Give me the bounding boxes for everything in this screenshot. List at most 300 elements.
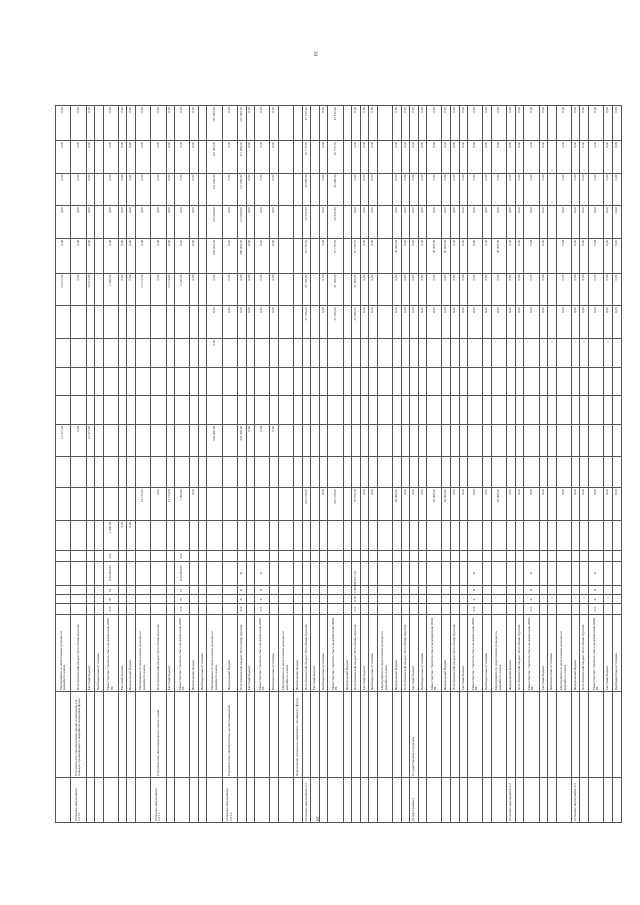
table-cell xyxy=(311,206,320,239)
table-cell xyxy=(86,367,95,396)
table-cell xyxy=(56,604,71,614)
table-cell xyxy=(556,520,571,551)
table-cell xyxy=(580,604,589,614)
table-cell xyxy=(468,396,483,425)
table-cell xyxy=(319,586,328,595)
table-cell xyxy=(278,561,293,586)
table-cell xyxy=(222,424,237,457)
table-cell xyxy=(369,338,378,367)
table-cell xyxy=(302,595,311,604)
table-cell: 0,00 xyxy=(507,173,516,206)
table-cell: 432 000,00 xyxy=(237,424,246,457)
table-cell xyxy=(418,595,427,604)
table-cell: Министерство строительства и модернизации ЖКК РБ xyxy=(468,614,483,692)
table-cell xyxy=(459,367,468,396)
table-cell xyxy=(270,551,279,561)
table-cell: Внебюджетные источники xyxy=(319,614,328,692)
table-cell: Переселение граждан из аварийного жилищного фонда xyxy=(294,692,303,778)
table-cell xyxy=(207,778,222,823)
table-cell: 682 000,00 xyxy=(207,424,222,457)
table-cell: 0,00 xyxy=(604,206,613,239)
table-cell: 0,00 xyxy=(166,238,175,273)
table-cell xyxy=(175,692,190,778)
table-cell: 30 000,00 xyxy=(491,238,506,273)
table-cell xyxy=(604,424,613,457)
table-cell: 0,00 xyxy=(352,173,361,206)
table-cell xyxy=(401,551,410,561)
table-cell: 0,00 xyxy=(393,206,402,239)
table-cell xyxy=(151,424,166,457)
table-cell: X xyxy=(237,586,246,595)
table-cell xyxy=(451,561,460,586)
table-cell: 616 xyxy=(103,604,118,614)
table-cell: 0,00 xyxy=(451,488,460,521)
table-cell: 1 000,00 xyxy=(175,488,190,521)
table-cell xyxy=(190,396,199,425)
table-cell xyxy=(319,561,328,586)
table-cell xyxy=(571,586,580,595)
table-cell xyxy=(539,778,548,823)
table-cell xyxy=(604,396,613,425)
table-cell: 0,00 xyxy=(166,106,175,141)
table-cell: 0,00 xyxy=(246,238,255,273)
table-cell xyxy=(118,396,127,425)
table-cell xyxy=(427,595,442,604)
table-cell xyxy=(451,367,460,396)
table-cell: 0,00 xyxy=(222,206,237,239)
table-cell xyxy=(237,551,246,561)
table-cell xyxy=(127,586,136,595)
table-cell xyxy=(328,561,343,586)
table-cell xyxy=(56,561,71,586)
table-cell xyxy=(328,551,343,561)
table-cell xyxy=(612,595,621,604)
table-cell: 0,00 xyxy=(571,488,580,521)
table-cell: 0,00 xyxy=(589,206,604,239)
table-cell xyxy=(166,457,175,488)
table-cell xyxy=(86,457,95,488)
table-cell xyxy=(401,595,410,604)
table-cell xyxy=(198,338,207,367)
table-cell: 0,00 xyxy=(580,106,589,141)
table-cell xyxy=(548,488,557,521)
table-cell xyxy=(515,551,524,561)
budget-table xyxy=(55,105,622,823)
table-cell: 616 xyxy=(589,604,604,614)
table-cell: 0,00 xyxy=(515,488,524,521)
table-cell: 05 xyxy=(103,595,118,604)
table-cell: Местный бюджет xyxy=(86,614,95,692)
table-cell xyxy=(580,692,589,778)
table-cell xyxy=(580,586,589,595)
table-cell xyxy=(328,396,343,425)
table-cell xyxy=(311,692,320,778)
table-cell xyxy=(556,604,571,614)
table-row xyxy=(302,106,311,823)
table-cell xyxy=(483,396,492,425)
table-cell xyxy=(103,457,118,488)
table-row xyxy=(548,106,557,823)
table-cell xyxy=(369,595,378,604)
table-cell xyxy=(491,595,506,604)
table-cell xyxy=(56,488,71,521)
table-cell xyxy=(103,778,118,823)
table-cell: 33 932,00 xyxy=(328,206,343,239)
table-cell xyxy=(427,692,442,778)
table-cell: 0,00 xyxy=(410,273,419,306)
table-cell xyxy=(294,238,303,273)
table-cell xyxy=(278,520,293,551)
table-cell: 0,00 xyxy=(459,238,468,273)
table-cell xyxy=(468,520,483,551)
table-cell xyxy=(352,367,361,396)
table-cell: Республиканский бюджет Республики Бурятия xyxy=(515,614,524,692)
table-cell: 0,00 xyxy=(507,273,516,306)
table-cell xyxy=(118,488,127,521)
table-cell: 0,00 xyxy=(589,173,604,206)
table-cell xyxy=(198,173,207,206)
table-cell: 0,00 xyxy=(246,140,255,173)
table-cell xyxy=(302,604,311,614)
table-cell xyxy=(222,396,237,425)
table-cell: 0,00 xyxy=(571,106,580,141)
table-cell xyxy=(198,692,207,778)
table-cell xyxy=(427,338,442,367)
table-cell: 0,00 xyxy=(127,520,136,551)
table-cell: 0,00 xyxy=(103,140,118,173)
table-cell xyxy=(343,206,352,239)
table-cell: 0,00 xyxy=(222,106,237,141)
table-cell: 0,00 xyxy=(360,173,369,206)
table-cell: 0,00 xyxy=(86,238,95,273)
table-cell: 0,00 xyxy=(556,306,571,339)
table-cell: 0,00 xyxy=(459,206,468,239)
table-cell: 0,00 xyxy=(589,140,604,173)
table-cell xyxy=(352,457,361,488)
table-cell xyxy=(548,595,557,604)
table-cell: 0,00 xyxy=(483,106,492,141)
table-cell xyxy=(103,692,118,778)
table-cell xyxy=(118,367,127,396)
table-cell xyxy=(222,595,237,604)
table-cell xyxy=(483,520,492,551)
table-cell xyxy=(302,396,311,425)
table-cell xyxy=(556,367,571,396)
table-cell xyxy=(571,692,580,778)
table-cell xyxy=(190,604,199,614)
table-cell: 147 000,00 xyxy=(207,173,222,206)
table-cell xyxy=(507,367,516,396)
table-cell xyxy=(237,778,246,823)
table-row xyxy=(127,106,136,823)
table-row xyxy=(442,106,451,823)
table-cell xyxy=(237,396,246,425)
table-cell: 117 000,00 xyxy=(237,140,246,173)
table-cell: 0,00 xyxy=(71,424,86,457)
table-cell xyxy=(95,778,104,823)
table-cell: 0,00 xyxy=(468,488,483,521)
table-cell: 0,00 xyxy=(612,206,621,239)
table-cell: 0,00 xyxy=(270,238,279,273)
table-cell: 31 196,00 xyxy=(302,273,311,306)
table-cell xyxy=(369,604,378,614)
table-row xyxy=(612,106,621,823)
table-cell xyxy=(294,338,303,367)
table-cell xyxy=(311,367,320,396)
table-cell: 1130286420 xyxy=(103,561,118,586)
table-cell xyxy=(343,106,352,141)
table-cell: Мероприятия по переселению граждан из аварийного жилья xyxy=(278,614,293,692)
table-cell xyxy=(468,778,483,823)
table-cell xyxy=(207,551,222,561)
table-cell xyxy=(127,396,136,425)
table-cell xyxy=(418,520,427,551)
table-cell xyxy=(127,692,136,778)
table-cell xyxy=(190,367,199,396)
table-cell xyxy=(71,595,86,604)
table-cell xyxy=(151,551,166,561)
table-cell: 0,00 xyxy=(352,106,361,141)
table-cell xyxy=(127,457,136,488)
table-cell xyxy=(539,551,548,561)
table-cell xyxy=(207,367,222,396)
table-cell: 0,00 xyxy=(483,238,492,273)
table-cell xyxy=(270,367,279,396)
table-cell xyxy=(401,367,410,396)
table-cell xyxy=(548,604,557,614)
table-cell: Федеральный бюджет xyxy=(222,614,237,692)
table-cell xyxy=(328,604,343,614)
table-cell: 31 196,00 xyxy=(328,273,343,306)
table-cell: 0,00 xyxy=(524,140,539,173)
table-cell: 0,00 xyxy=(451,106,460,141)
table-cell xyxy=(207,595,222,604)
table-cell xyxy=(369,367,378,396)
table-cell xyxy=(246,338,255,367)
table-cell xyxy=(175,424,190,457)
table-cell xyxy=(246,488,255,521)
table-cell xyxy=(491,778,506,823)
table-cell: 0,00 xyxy=(556,140,571,173)
table-cell: 0,00 xyxy=(401,140,410,173)
table-cell: 0,00 xyxy=(369,238,378,273)
table-cell xyxy=(207,604,222,614)
table-cell: 0,00 xyxy=(483,488,492,521)
table-cell xyxy=(135,424,150,457)
table-cell: 0,00 xyxy=(127,140,136,173)
table-cell xyxy=(86,338,95,367)
table-cell xyxy=(571,561,580,586)
table-cell xyxy=(95,488,104,521)
table-cell xyxy=(222,520,237,551)
table-cell xyxy=(278,778,293,823)
table-cell: 0,00 xyxy=(524,173,539,206)
table-cell: 0,00 xyxy=(507,306,516,339)
table-cell: 0,00 xyxy=(135,106,150,141)
table-cell xyxy=(427,586,442,595)
table-cell: 0,00 xyxy=(604,140,613,173)
table-cell xyxy=(507,586,516,595)
table-cell xyxy=(343,520,352,551)
table-cell xyxy=(278,586,293,595)
table-cell: 0,00 xyxy=(459,106,468,141)
table-cell xyxy=(360,338,369,367)
table-cell xyxy=(278,306,293,339)
table-row xyxy=(103,106,118,823)
table-cell xyxy=(311,424,320,457)
table-cell xyxy=(352,692,361,778)
table-cell xyxy=(589,338,604,367)
table-cell: 0,00 xyxy=(319,106,328,141)
table-cell xyxy=(166,586,175,595)
table-cell xyxy=(556,586,571,595)
table-cell xyxy=(410,396,419,425)
table-cell: 0,00 xyxy=(483,273,492,306)
table-cell xyxy=(71,396,86,425)
table-cell xyxy=(459,338,468,367)
table-cell: 0,00 xyxy=(127,238,136,273)
table-cell: 0,00 xyxy=(571,140,580,173)
table-cell: 0,00 xyxy=(524,238,539,273)
table-cell: Внебюджетные источники xyxy=(548,614,557,692)
table-cell xyxy=(524,367,539,396)
table-cell: Местный бюджет xyxy=(166,614,175,692)
table-cell xyxy=(343,140,352,173)
table-cell: 0,00 xyxy=(580,206,589,239)
table-cell xyxy=(135,551,150,561)
table-cell xyxy=(127,367,136,396)
table-cell xyxy=(86,551,95,561)
table-cell: 0,00 xyxy=(442,306,451,339)
table-cell: 0,00 xyxy=(56,206,71,239)
table-cell xyxy=(369,561,378,586)
table-cell xyxy=(222,586,237,595)
table-cell xyxy=(151,306,166,339)
table-cell xyxy=(118,306,127,339)
table-cell xyxy=(166,306,175,339)
table-cell: 0,00 xyxy=(571,173,580,206)
table-cell: 400 xyxy=(175,551,190,561)
table-cell xyxy=(198,140,207,173)
table-cell: 0,00 xyxy=(539,140,548,173)
table-cell xyxy=(246,520,255,551)
table-cell xyxy=(401,778,410,823)
table-cell: 0,00 xyxy=(319,173,328,206)
table-row xyxy=(377,106,392,823)
table-cell: 1130286420 xyxy=(175,561,190,586)
table-cell xyxy=(612,692,621,778)
table-row xyxy=(451,106,460,823)
table-cell xyxy=(278,206,293,239)
table-cell xyxy=(418,561,427,586)
table-cell: 0,00 xyxy=(491,306,506,339)
table-cell xyxy=(393,586,402,595)
table-cell: Мероприятия по переселению граждан из аварийного жилья xyxy=(56,614,71,692)
table-cell xyxy=(524,424,539,457)
table-cell: Основное мероприятие 2.3. xyxy=(302,778,311,823)
table-cell xyxy=(255,520,270,551)
table-cell: 0,00 xyxy=(393,306,402,339)
table-cell: 0,00 xyxy=(360,488,369,521)
table-cell xyxy=(604,367,613,396)
table-cell xyxy=(507,424,516,457)
table-cell: 0,00 xyxy=(427,173,442,206)
table-cell: 0,00 xyxy=(151,488,166,521)
table-cell xyxy=(71,561,86,586)
table-cell xyxy=(294,595,303,604)
table-cell xyxy=(539,561,548,586)
table-cell xyxy=(410,604,419,614)
table-cell xyxy=(468,338,483,367)
table-cell: Мероприятия по переселению граждан из аварийного жилья xyxy=(491,614,506,692)
table-cell xyxy=(294,551,303,561)
table-cell: 0,00 xyxy=(468,106,483,141)
table-cell xyxy=(294,273,303,306)
table-cell xyxy=(377,692,392,778)
table-cell xyxy=(278,424,293,457)
table-cell xyxy=(524,551,539,561)
table-cell: Строительство (приобретение) жилых помещений для граждан, проживающих в аварийном жилищном фонде xyxy=(71,692,86,778)
table-cell xyxy=(118,595,127,604)
table-cell: 0,00 xyxy=(255,106,270,141)
table-cell: 0,00 xyxy=(270,173,279,206)
table-cell xyxy=(515,396,524,425)
table-cell: 0,00 xyxy=(483,306,492,339)
table-cell xyxy=(343,488,352,521)
table-cell: 0,00 xyxy=(427,140,442,173)
table-cell xyxy=(311,586,320,595)
table-cell: 0,00 xyxy=(401,306,410,339)
table-cell xyxy=(451,338,460,367)
table-cell: 0,00 xyxy=(270,424,279,457)
table-cell xyxy=(319,367,328,396)
table-cell xyxy=(468,692,483,778)
table-cell xyxy=(127,488,136,521)
table-cell xyxy=(255,338,270,367)
table-cell: 0,00 xyxy=(369,173,378,206)
table-cell xyxy=(71,338,86,367)
table-cell: 0,00 xyxy=(507,488,516,521)
table-cell xyxy=(343,586,352,595)
table-cell: 0,00 xyxy=(589,273,604,306)
table-cell: 0,00 xyxy=(319,206,328,239)
table-cell xyxy=(410,561,419,586)
table-cell: 0,00 xyxy=(369,106,378,141)
table-cell xyxy=(198,604,207,614)
table-cell: 0,00 xyxy=(255,206,270,239)
table-cell: 147 000,00 xyxy=(207,140,222,173)
table-cell: 0,00 xyxy=(612,173,621,206)
table-cell xyxy=(539,595,548,604)
table-cell xyxy=(442,778,451,823)
table-cell: 167 000,00 xyxy=(207,106,222,141)
table-cell xyxy=(95,306,104,339)
table-cell: 0,00 xyxy=(507,106,516,141)
table-cell: 0,00 xyxy=(418,238,427,273)
table-cell xyxy=(604,551,613,561)
table-cell xyxy=(175,367,190,396)
table-cell xyxy=(393,338,402,367)
table-cell: 31 196,00 xyxy=(302,306,311,339)
table-cell xyxy=(198,586,207,595)
table-cell xyxy=(580,396,589,425)
table-cell xyxy=(604,604,613,614)
table-cell xyxy=(311,338,320,367)
table-cell xyxy=(151,338,166,367)
table-cell xyxy=(418,396,427,425)
table-cell xyxy=(127,561,136,586)
table-cell xyxy=(548,206,557,239)
